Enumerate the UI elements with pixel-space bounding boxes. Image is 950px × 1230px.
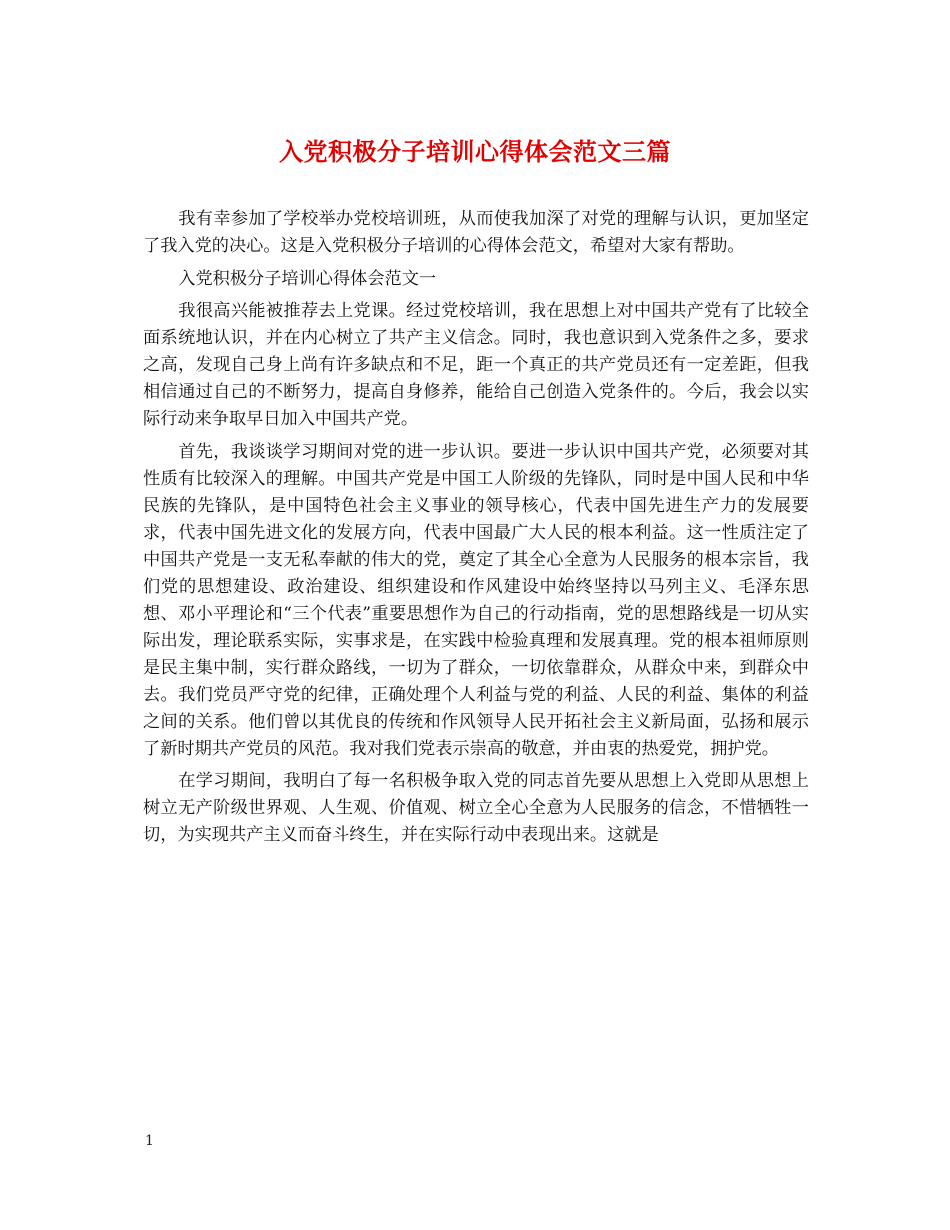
body-paragraph: 我很高兴能被推荐去上党课。经过党校培训，我在思想上对中国共产党有了比较全面系统地认识，并在内心树立了共产主义信念。同时，我也意识到入党条件之多，要求之高，发现自己身上尚有许多缺点和不足，距一个真正的共产党员还有一定差距，但我相信通过自己的不断努力，提高自身修养，能给自己创造入党条件的。今后，我会以实际行动来争取早日加入中国共产党。: [143, 301, 809, 429]
intro-paragraph: 我有幸参加了学校举办党校培训班，从而使我加深了对党的理解与认识，更加坚定了我入党的决心。这是入党积极分子培训的心得体会范文，希望对大家有帮助。: [143, 209, 809, 256]
body-paragraph: 首先，我谈谈学习期间对党的进一步认识。要进一步认识中国共产党，必须要对其性质有比较深入的理解。中国共产党是中国工人阶级的先锋队，同时是中国人民和中华民族的先锋队，是中国特色社会主义事业的领导核心，代表中国先进生产力的发展要求，代表中国先进文化的发展方向，代表中国最广大人民的根本利益。这一性质注定了中国共产党是一支无私奉献的伟大的党，奠定了其全心全意为人民服务的根本宗旨，我们党的思想建设、政治建设、组织建设和作风建设中始终坚持以马列主义、毛泽东思想、邓小平理论和“三个代表”重要思想作为自己的行动指南，党的思想路线是一切从实际出发，理论联系实际，实事求是，在实践中检验真理和发展真理。党的根本祖师原则是民主集中制，实行群众路线，一切为了群众，一切依靠群众，从群众中来，到群众中去。我们党员严守党的纪律，正确处理个人利益与党的利益、人民的利益、集体的利益之间的关系。他们曾以其优良的传统和作风领导人民开拓社会主义新局面，弘扬和展示了新时期共产党员的风范。我对我们党表示崇高的敬意，并由衷的热爱党，拥护党。: [143, 441, 809, 759]
section-heading: 入党积极分子培训心得体会范文一: [178, 268, 437, 289]
document-body: [143, 206, 809, 855]
body-paragraph: 在学习期间，我明白了每一名积极争取入党的同志首先要从思想上入党即从思想上树立无产阶级世界观、人生观、价值观、树立全心全意为人民服务的信念，不惜牺牲一切，为实现共产主义而奋斗终生，并在实际行动中表现出来。这就是: [143, 771, 809, 845]
document-title: 入党积极分子培训心得体会范文三篇: [279, 137, 671, 166]
page-number: 1: [145, 1133, 154, 1149]
